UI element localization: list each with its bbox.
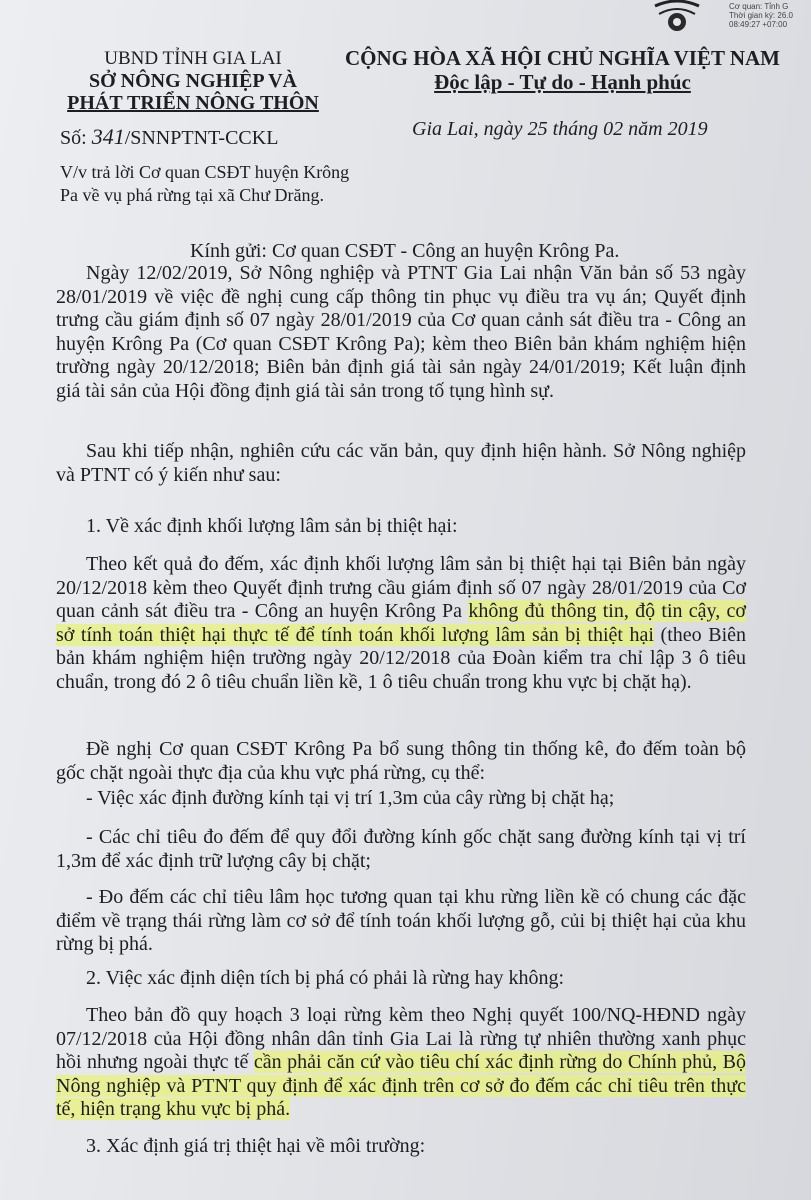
body-paragraph-2 bbox=[56, 440, 746, 487]
body-paragraph-4 bbox=[56, 738, 746, 785]
doc-no-handwritten: 341 bbox=[91, 124, 125, 149]
section-heading-3 bbox=[56, 1135, 746, 1159]
stamp-line-3: 08:49:27 +07:00 bbox=[729, 20, 788, 29]
para-3-text bbox=[56, 553, 746, 694]
stamp-line-2: Thời gian ký: 26.0 bbox=[729, 11, 793, 20]
para-5-highlighted: cần phải căn cứ vào tiêu chí xác định rừng do Chính phủ, Bộ Nông nghiệp và PTNT quy định để xác định trên cơ sở đo đếm các chỉ tiêu trên thực tế, hiện trạng khu vực bị phá. bbox=[56, 1051, 746, 1120]
document-number bbox=[60, 124, 278, 150]
org-parent: UBND TỈNH GIA LAI bbox=[104, 48, 282, 69]
org-name-line2 bbox=[50, 92, 336, 115]
bullet-3 bbox=[56, 886, 746, 957]
motto bbox=[340, 70, 785, 95]
heading-1-text: 1. Về xác định khối lượng lâm sản bị thiệt hại: bbox=[86, 515, 458, 537]
para-4-text: Đề nghị Cơ quan CSĐT Krông Pa bổ sung thông tin thống kê, đo đếm toàn bộ gốc chặt ngoài thực địa của khu vực phá rừng, cụ thể: bbox=[56, 738, 746, 784]
signature-stamp-text bbox=[729, 2, 793, 29]
para-5-text bbox=[56, 1004, 746, 1122]
bullet-1 bbox=[56, 787, 746, 811]
subject-line-1: V/v trả lời Cơ quan CSĐT huyện Krông bbox=[60, 162, 350, 182]
heading-3-text: 3. Xác định giá trị thiệt hại về môi trường: bbox=[86, 1135, 426, 1157]
emblem-icon bbox=[651, 0, 703, 36]
motto-text: Độc lập - Tự do - Hạnh phúc bbox=[434, 70, 691, 94]
date-rest: tháng 02 năm 2019 bbox=[552, 118, 708, 140]
para-3-highlighted: không đủ thông tin, độ tin cậy, cơ sở tính toán thiệt hại thực tế để tính toán khối lượng lâm sản bị thiệt hại bbox=[56, 600, 746, 646]
heading-2-text: 2. Việc xác định diện tích bị phá có phải là rừng hay không: bbox=[86, 967, 565, 989]
body-paragraph-1 bbox=[56, 262, 746, 403]
document-date bbox=[412, 118, 708, 141]
para-5-part-a: Theo bản đồ quy hoạch 3 loại rừng kèm theo Nghị quyết 100/NQ-HĐND ngày 07/12/2018 của Hội đồng nhân dân tỉnh Gia Lai là rừng tự nhiên thường xanh phục hồi nhưng ngoài thực tế bbox=[56, 1004, 746, 1073]
subject-line-2: Pa về vụ phá rừng tại xã Chư Drăng. bbox=[60, 185, 324, 205]
para-2-text: Sau khi tiếp nhận, nghiên cứu các văn bản, quy định hiện hành. Sở Nông nghiệp và PTNT có ý kiến như sau: bbox=[56, 440, 746, 486]
date-day-handwritten: 25 bbox=[527, 118, 548, 140]
recipient-line: Kính gửi: Cơ quan CSĐT - Công an huyện Krông Pa. bbox=[190, 240, 620, 262]
bullet-2 bbox=[56, 826, 746, 873]
org-name-line1: SỞ NÔNG NGHIỆP VÀ bbox=[89, 70, 297, 92]
bullet-1-text: - Việc xác định đường kính tại vị trí 1,3m của cây rừng bị chặt hạ; bbox=[86, 787, 615, 809]
org-name-line2-text: PHÁT TRIỂN NÔNG THÔN bbox=[67, 92, 319, 114]
doc-no-prefix: Số: bbox=[60, 127, 87, 149]
republic-title: CỘNG HÒA XÃ HỘI CHỦ NGHĨA VIỆT NAM bbox=[344, 46, 781, 70]
para-1-text: Ngày 12/02/2019, Sở Nông nghiệp và PTNT Gia Lai nhận Văn bản số 53 ngày 28/01/2019 về việc đề nghị cung cấp thông tin phục vụ điều tra vụ án; Quyết định trưng cầu giám định số 07 ngày 28/01/2019 của Cơ quan cảnh sát điều tra - Công an huyện Krông Pa (Cơ quan CSĐT Krông Pa); kèm theo Biên bản khám nghiệm hiện trường ngày 20/12/2018; Biên bản định giá tài sản ngày 24/01/2019; Kết luận định giá tài sản của Hội đồng định giá tài sản trong tố tụng hình sự. bbox=[56, 262, 746, 402]
digital-signature-stamp bbox=[651, 0, 811, 40]
section-heading-1 bbox=[56, 515, 746, 539]
bullet-3-text: - Đo đếm các chỉ tiêu lâm học tương quan tại khu rừng liền kề có chung các đặc điểm về trạng thái rừng làm cơ sở để tính toán khối lượng gỗ, củi bị thiệt hại của khu rừng bị phá. bbox=[56, 886, 746, 955]
date-place: Gia Lai, ngày bbox=[412, 118, 523, 140]
body-paragraph-3 bbox=[56, 553, 746, 694]
bullet-2-text: - Các chỉ tiêu đo đếm để quy đổi đường kính gốc chặt sang đường kính tại vị trí 1,3m để xác định trữ lượng cây bị chặt; bbox=[56, 826, 746, 872]
stamp-line-1: Cơ quan: Tỉnh G bbox=[729, 2, 789, 11]
para-3-part-a: Theo kết quả đo đếm, xác định khối lượng lâm sản bị thiệt hại tại Biên bản ngày 20/12/2018 kèm theo Quyết định trưng cầu giám định số 07 ngày 28/01/2019 của Cơ quan cảnh sát điều tra - Công an huyện Krông Pa bbox=[56, 553, 746, 622]
para-3-part-b: (theo Biên bản khám nghiệm hiện trường ngày 20/12/2018 của Đoàn kiểm tra chỉ lập 3 ô tiêu chuẩn, trong đó 2 ô tiêu chuẩn liền kề, 1 ô tiêu chuẩn trong khu vực bị chặt hạ). bbox=[56, 623, 747, 693]
section-heading-2 bbox=[56, 967, 746, 991]
doc-no-suffix: /SNNPTNT-CCKL bbox=[124, 127, 279, 149]
body-paragraph-5 bbox=[56, 1004, 746, 1122]
